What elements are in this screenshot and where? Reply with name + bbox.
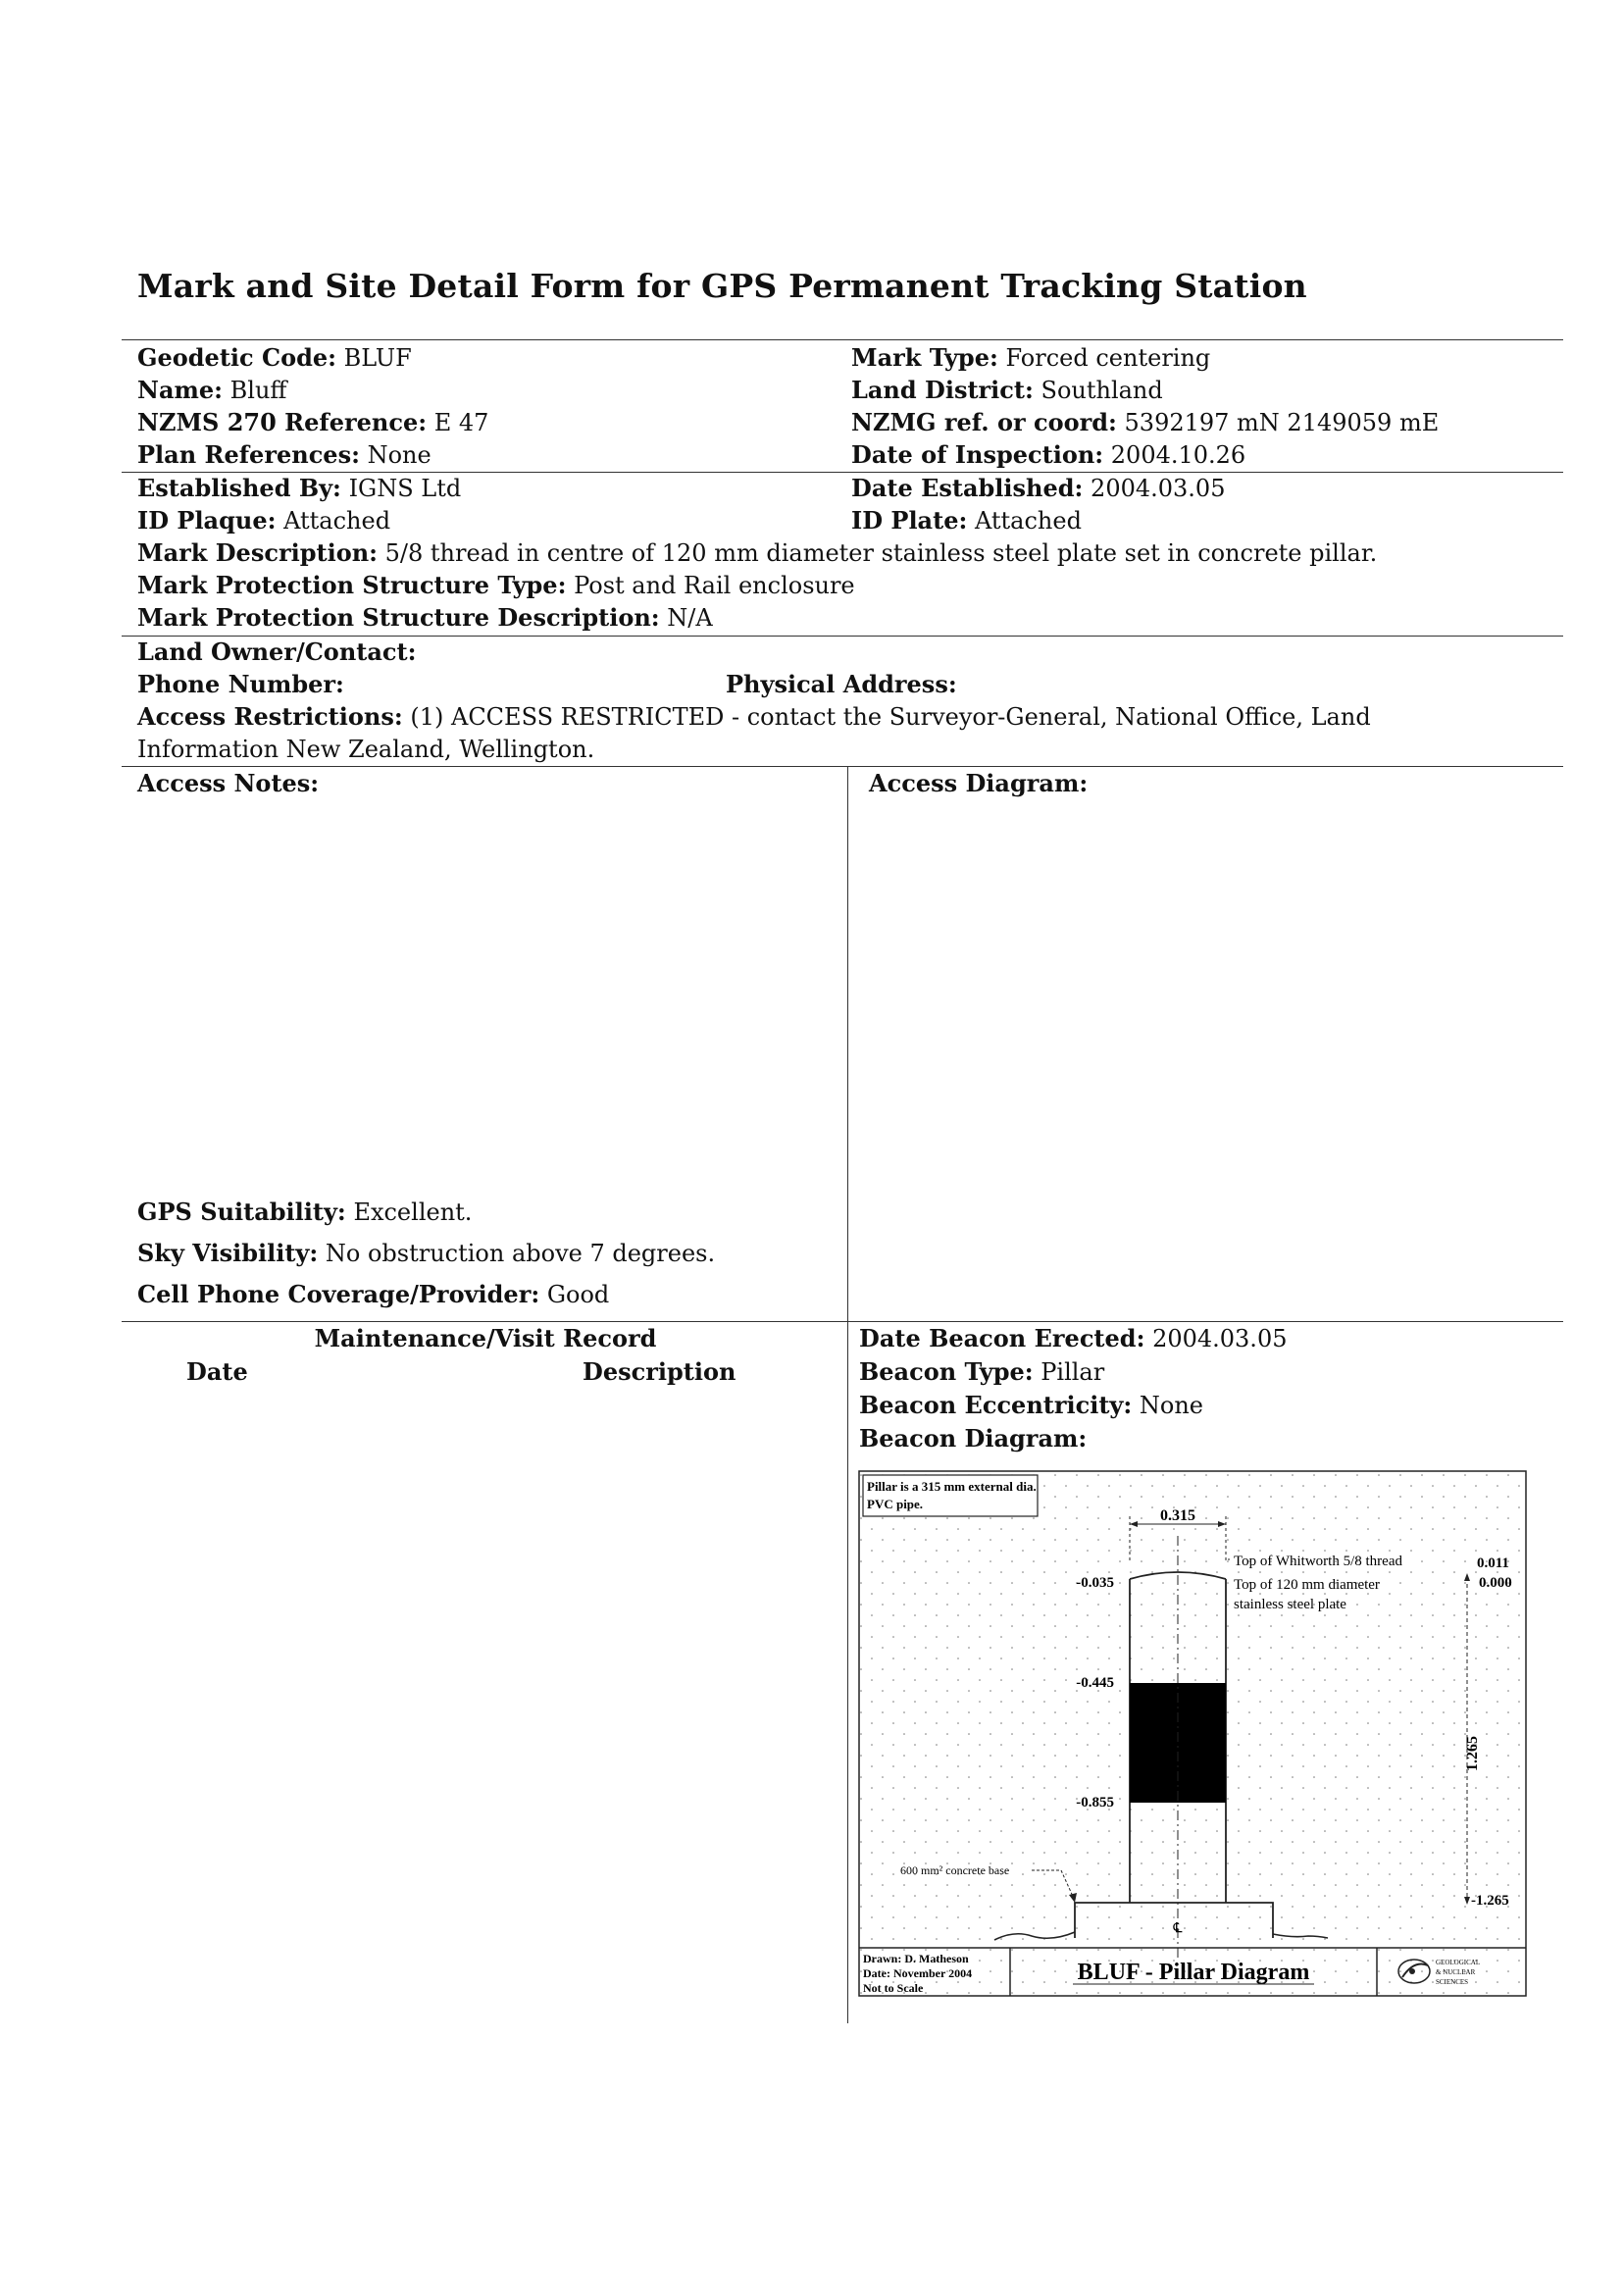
level-band-bottom-label: -0.855 [1076, 1795, 1114, 1810]
mps-description: Mark Protection Structure Description: N/A [137, 603, 713, 632]
site-name: Name: Bluff [137, 376, 287, 404]
note-line-1: Pillar is a 315 mm external dia. [867, 1479, 1037, 1494]
access-notes-label: Access Notes: [137, 769, 320, 797]
date-established: Date Established: 2004.03.05 [851, 474, 1226, 502]
level-band-top-label: -0.445 [1076, 1675, 1114, 1691]
diagram-title: BLUF - Pillar Diagram [1077, 1960, 1310, 1985]
established-by: Established By: IGNS Ltd [137, 474, 462, 502]
logo-text-3: SCIENCES [1436, 1978, 1469, 1986]
land-owner: Land Owner/Contact: [137, 637, 417, 666]
drawn-date: Date: November 2004 [863, 1966, 973, 1980]
level-top-label: -0.035 [1076, 1575, 1114, 1591]
logo-text-2: & NUCLEAR [1436, 1968, 1476, 1976]
access-restrictions: Access Restrictions: (1) ACCESS RESTRICTED - contact the Surveyor-General, National Office, Land Information New Zealand, Wellington. [137, 702, 1371, 763]
phone-number: Phone Number: [137, 670, 344, 698]
pillar-diagram [857, 1469, 1530, 1999]
mark-type: Mark Type: Forced centering [851, 343, 1211, 372]
cell-phone-coverage: Cell Phone Coverage/Provider: Good [137, 1280, 610, 1308]
height-label: 1.265 [1464, 1736, 1481, 1771]
note-line-2: PVC pipe. [867, 1497, 924, 1511]
id-plate: ID Plate: Attached [851, 506, 1082, 535]
plate-value: 0.000 [1479, 1575, 1512, 1591]
drawn-by: Drawn: D. Matheson [863, 1952, 969, 1965]
beacon-eccentricity: Beacon Eccentricity: None [859, 1391, 1203, 1419]
base-label: 600 mm² concrete base [900, 1863, 1010, 1877]
access-diagram-label: Access Diagram: [869, 769, 1089, 797]
nzmg-coord: NZMG ref. or coord: 5392197 mN 2149059 mE [851, 408, 1440, 436]
geodetic-code: Geodetic Code: BLUF [137, 343, 412, 372]
beacon-diagram-label: Beacon Diagram: [859, 1424, 1088, 1453]
level-base-label: -1.265 [1471, 1893, 1509, 1909]
thread-label: Top of Whitworth 5/8 thread [1234, 1554, 1402, 1569]
plate-line-1: Top of 120 mm diameter [1234, 1577, 1380, 1593]
logo-text-1: GEOLOGICAL [1436, 1959, 1481, 1966]
nzms-reference: NZMS 270 Reference: E 47 [137, 408, 489, 436]
centerline-symbol: ℄ [1173, 1921, 1183, 1936]
page-title: Mark and Site Detail Form for GPS Permanent Tracking Station [137, 267, 1307, 305]
id-plaque: ID Plaque: Attached [137, 506, 391, 535]
mark-description: Mark Description: 5/8 thread in centre of 120 mm diameter stainless steel plate set in concrete pillar. [137, 538, 1378, 567]
plate-line-2: stainless steel plate [1234, 1597, 1346, 1612]
physical-address: Physical Address: [726, 670, 957, 698]
column-divider [847, 766, 848, 2023]
sky-visibility: Sky Visibility: No obstruction above 7 degrees. [137, 1239, 716, 1267]
beacon-type: Beacon Type: Pillar [859, 1357, 1105, 1386]
divider-4 [122, 766, 1563, 767]
maintenance-heading: Maintenance/Visit Record [314, 1324, 657, 1352]
date-beacon-erected: Date Beacon Erected: 2004.03.05 [859, 1324, 1288, 1352]
gps-suitability: GPS Suitability: Excellent. [137, 1198, 473, 1226]
scale-note: Not to Scale [863, 1981, 924, 1995]
width-label: 0.315 [1160, 1507, 1195, 1524]
maintenance-col-description: Description [583, 1357, 736, 1386]
maintenance-col-date: Date [186, 1357, 248, 1386]
mps-type: Mark Protection Structure Type: Post and Rail enclosure [137, 571, 855, 599]
thread-value: 0.011 [1477, 1555, 1509, 1571]
date-of-inspection: Date of Inspection: 2004.10.26 [851, 440, 1246, 469]
divider-top [122, 339, 1563, 340]
plan-references: Plan References: None [137, 440, 431, 469]
land-district: Land District: Southland [851, 376, 1163, 404]
